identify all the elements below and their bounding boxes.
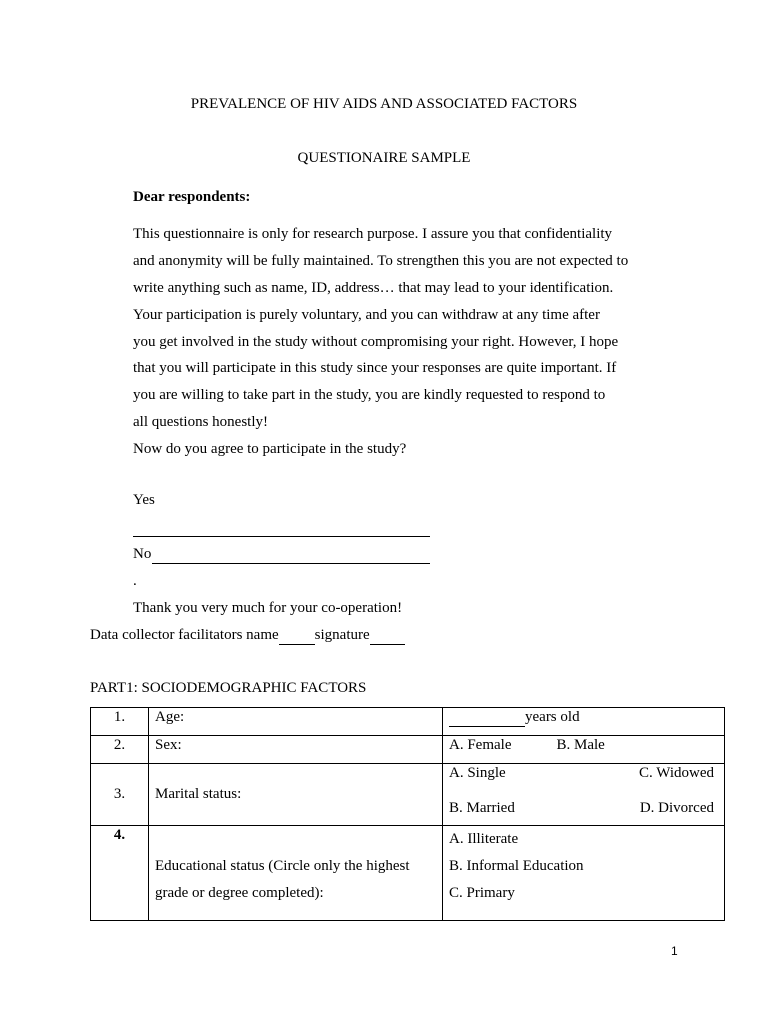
marital-option-single[interactable]: A. Single [449,765,506,781]
intro-line: you get involved in the study without compromising your right. However, I hope [133,333,619,350]
table-row [91,708,725,736]
intro-line: that you will participate in this study since your responses are quite important. If [133,360,617,377]
intro-line: you are willing to take part in the study, you are kindly requested to respond to [133,387,606,404]
sex-option-female[interactable]: A. Female [449,737,512,753]
age-blank[interactable] [449,709,525,727]
consent-no-label: No [133,546,152,562]
intro-line: Your participation is purely voluntary, and you can withdraw at any time after [133,306,600,323]
question-sex: Sex: [149,736,443,764]
document-title: PREVALENCE OF HIV AIDS AND ASSOCIATED FACTORS [190,96,578,112]
table-row [91,764,725,826]
separator-dot: . [133,573,137,589]
part1-heading: PART1: SOCIODEMOGRAPHIC FACTORS [90,680,367,696]
answer-age[interactable] [443,708,725,736]
collector-signature-label: signature [314,627,370,643]
collector-signature-blank[interactable] [370,627,405,645]
collector-line [90,627,405,645]
row-number: 4. [91,826,149,921]
intro-line: This questionnaire is only for research purpose. I assure you that confidentiality [133,226,613,242]
answer-marital-status [443,764,725,826]
page-number: 1 [671,944,678,958]
question-marital-status: Marital status: [149,764,443,826]
education-option-informal[interactable]: B. Informal Education [449,858,584,874]
education-question-line: grade or degree completed): [155,885,324,901]
table-row [91,826,725,921]
sociodemographic-table [90,707,725,921]
education-option-primary[interactable]: C. Primary [449,885,515,901]
row-number: 1. [91,708,149,736]
row-number: 2. [91,736,149,764]
table-row [91,736,725,764]
intro-paragraph [133,221,628,463]
consent-question: Now do you agree to participate in the study? [133,441,407,458]
marital-option-married[interactable]: B. Married [449,800,515,816]
row-number: 3. [91,764,149,826]
education-option-illiterate[interactable]: A. Illiterate [449,831,519,847]
intro-line: all questions honestly! [133,414,268,431]
education-question-line: Educational status (Circle only the highest [155,858,410,874]
answer-education [443,826,725,921]
question-education [149,826,443,921]
marital-option-divorced[interactable]: D. Divorced [639,800,714,816]
marital-option-widowed[interactable]: C. Widowed [639,765,714,781]
sex-option-male[interactable]: B. Male [556,737,605,753]
thank-you-text: Thank you very much for your co-operation! [133,600,403,616]
greeting: Dear respondents: [133,189,251,205]
question-age: Age: [149,708,443,736]
document-subtitle: QUESTIONAIRE SAMPLE [297,150,471,166]
answer-sex [443,736,725,764]
intro-line: and anonymity will be fully maintained. To strengthen this you are not expected to [133,252,629,269]
intro-line: write anything such as name, ID, address… that may lead to your identification. [133,279,614,296]
collector-name-label: Data collector facilitators name [90,627,279,643]
age-suffix: years old [525,709,580,725]
consent-yes-label: Yes [133,492,155,508]
consent-yes-line[interactable] [133,536,430,537]
collector-name-blank[interactable] [279,627,315,645]
consent-no-line[interactable] [152,563,430,564]
